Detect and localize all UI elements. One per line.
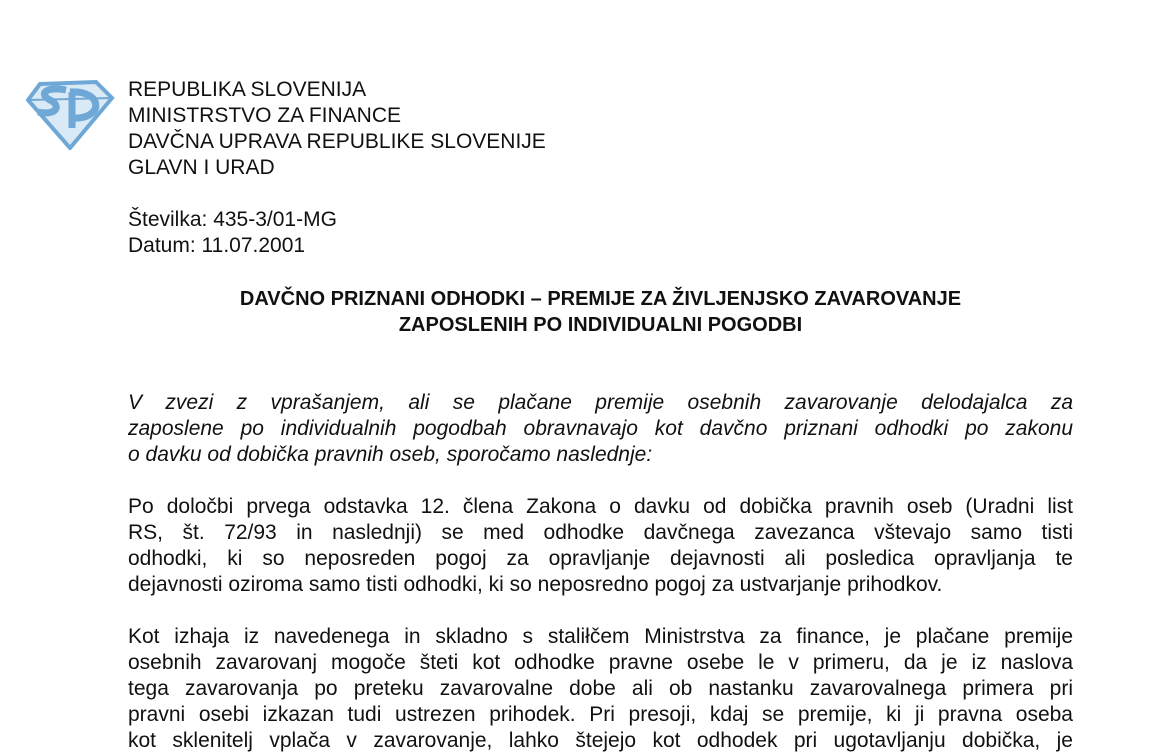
- title-line: DAVČNO PRIZNANI ODHODKI – PREMIJE ZA ŽIVLJENJSKO ZAVAROVANJE: [239, 288, 962, 310]
- document-title: [128, 286, 1073, 338]
- letterhead-line: MINISTRSTVO ZA FINANCE: [128, 104, 402, 127]
- paragraph-line: V zvezi z vprašanjem, ali se plačane premije osebnih zavarovanje delodajalca za: [128, 391, 1073, 414]
- paragraph-intro: [128, 390, 1073, 468]
- paragraph-line: odhodki, ki so neposreden pogoj za opravljanje dejavnosti ali posledica opravljanja te: [128, 547, 1073, 570]
- document-number: Številka: 435-3/01-MG: [128, 208, 337, 231]
- paragraph-law: [128, 494, 1073, 598]
- paragraph-line: dejavnosti oziroma samo tisti odhodki, ki so neposredno pogoj za ustvarjanje prihodkov.: [128, 573, 943, 596]
- document-meta: [128, 207, 1073, 259]
- paragraph-line: tega zavarovanja po preteku zavarovalne dobe ali ob nastanku zavarovalnega primera pri: [128, 677, 1073, 700]
- letterhead: [128, 77, 1073, 181]
- letterhead-line: DAVČNA UPRAVA REPUBLIKE SLOVENIJE: [128, 130, 546, 153]
- paragraph-line: kot sklenitelj vplača v zavarovanje, lahko štejejo kot odhodek pri ugotavljanju dobička, je: [128, 729, 1073, 752]
- paragraph-line: zaposlene po individualnih pogodbah obravnavajo kot davčno priznani odhodki po zakonu: [128, 417, 1073, 440]
- paragraph-line: Po določbi prvega odstavka 12. člena Zakona o davku od dobička pravnih oseb (Uradni list: [128, 495, 1073, 518]
- tax-administration-logo: [26, 78, 116, 150]
- paragraph-line: osebnih zavarovanj mogoče šteti kot odhodke pravne osebe le v primeru, da je iz naslova: [128, 651, 1073, 674]
- paragraph-line: Kot izhaja iz navedenega in skladno s staliłčem Ministrstva za finance, je plačane premije: [128, 625, 1073, 648]
- paragraph-line: RS, št. 72/93 in naslednji) se med odhodke davčnega zavezanca vštevajo samo tisti: [128, 521, 1073, 544]
- letterhead-line: REPUBLIKA SLOVENIJA: [128, 78, 367, 101]
- letterhead-line: GLAVN I URAD: [128, 156, 275, 179]
- document-date: Datum: 11.07.2001: [128, 234, 306, 257]
- paragraph-ministry: [128, 624, 1073, 754]
- paragraph-line: pravni osebi izkazan tudi ustrezen prihodek. Pri presoji, kdaj se premije, ki ji pravna oseba: [128, 703, 1073, 726]
- title-line: ZAPOSLENIH PO INDIVIDUALNI POGODBI: [398, 314, 803, 336]
- paragraph-line: o davku od dobička pravnih oseb, sporočamo naslednje:: [128, 443, 653, 466]
